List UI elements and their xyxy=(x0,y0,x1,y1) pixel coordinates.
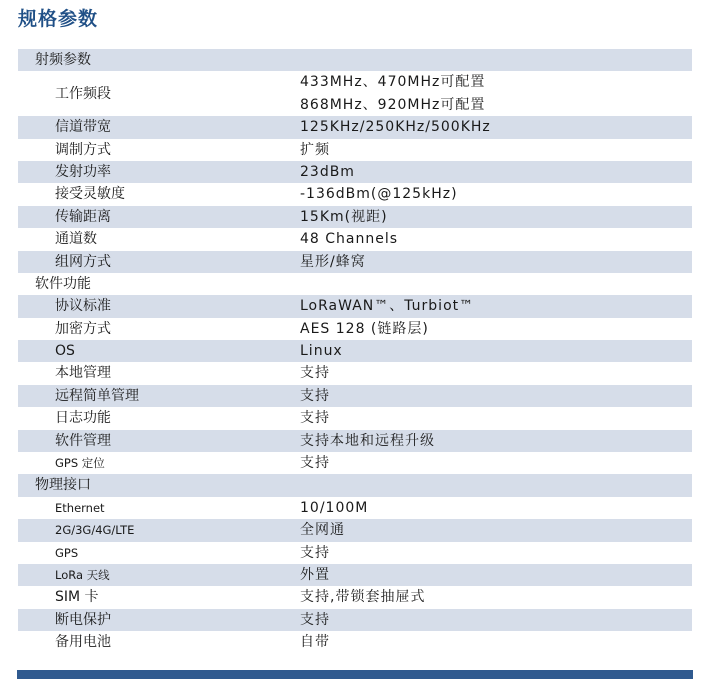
spec-value-line: -136dBm(@125kHz) xyxy=(300,186,458,203)
spec-value xyxy=(300,430,435,452)
spec-row xyxy=(18,71,692,116)
spec-row xyxy=(18,183,692,205)
spec-row xyxy=(18,340,692,362)
spec-value xyxy=(300,340,343,362)
spec-row xyxy=(18,139,692,161)
spec-row xyxy=(18,586,692,608)
spec-value xyxy=(300,564,330,586)
spec-value-line: 支持 xyxy=(300,410,330,427)
spec-value xyxy=(300,362,330,384)
spec-row xyxy=(18,564,692,586)
spec-label: 通道数 xyxy=(55,231,97,248)
spec-value xyxy=(300,251,366,273)
section-header xyxy=(18,49,692,71)
spec-label: 日志功能 xyxy=(55,410,111,427)
spec-value-line: 支持 xyxy=(300,544,330,561)
spec-row xyxy=(18,519,692,541)
spec-label: SIM 卡 xyxy=(55,589,99,606)
spec-value-line: LoRaWAN™、Turbiot™ xyxy=(300,298,475,315)
spec-value xyxy=(300,318,429,340)
spec-label: 远程简单管理 xyxy=(55,387,139,404)
spec-row xyxy=(18,251,692,273)
spec-value xyxy=(300,586,425,608)
spec-label: 传输距离 xyxy=(55,208,111,225)
spec-value-line: 433MHz、470MHz可配置 xyxy=(300,74,486,91)
spec-row xyxy=(18,452,692,474)
spec-label: 工作频段 xyxy=(55,85,111,102)
spec-value xyxy=(300,206,388,228)
spec-value-line: 支持 xyxy=(300,611,330,628)
spec-value-line: AES 128 (链路层) xyxy=(300,320,429,337)
spec-row xyxy=(18,609,692,631)
spec-value-line: 支持 xyxy=(300,387,330,404)
spec-row xyxy=(18,430,692,452)
spec-label: 组网方式 xyxy=(55,253,111,270)
spec-row xyxy=(18,362,692,384)
spec-row xyxy=(18,295,692,317)
spec-value-line: 星形/蜂窝 xyxy=(300,253,366,270)
spec-value-line: 扩频 xyxy=(300,141,330,158)
footer-bar xyxy=(17,670,693,679)
spec-value-line: 支持本地和远程升级 xyxy=(300,432,435,449)
spec-value xyxy=(300,452,330,474)
spec-value-line: 10/100M xyxy=(300,499,369,516)
spec-row xyxy=(18,161,692,183)
spec-value-line: 外置 xyxy=(300,567,330,583)
spec-label: GPS 定位 xyxy=(55,456,105,471)
spec-row xyxy=(18,407,692,429)
spec-value-line: 48 Channels xyxy=(300,231,399,248)
spec-row xyxy=(18,228,692,250)
spec-table xyxy=(18,49,692,654)
spec-row xyxy=(18,318,692,340)
spec-value-line: 全网通 xyxy=(300,522,345,539)
spec-value xyxy=(300,139,330,161)
spec-label: 发射功率 xyxy=(55,163,111,180)
spec-value xyxy=(300,295,474,317)
spec-label: 调制方式 xyxy=(55,141,111,158)
spec-value-line: 支持,带锁套抽屉式 xyxy=(300,589,426,606)
spec-value-line: 23dBm xyxy=(300,163,355,180)
spec-label: Ethernet xyxy=(55,500,105,515)
spec-label: 接受灵敏度 xyxy=(55,186,125,203)
section-title: 射频参数 xyxy=(35,52,91,68)
page-title: 规格参数 xyxy=(18,8,99,30)
spec-row xyxy=(18,542,692,564)
spec-value-line: 125KHz/250KHz/500KHz xyxy=(300,119,491,136)
spec-value xyxy=(300,161,355,183)
spec-label: 2G/3G/4G/LTE xyxy=(55,523,135,538)
spec-value-line: 支持 xyxy=(300,365,330,382)
spec-value xyxy=(300,519,345,541)
spec-value xyxy=(300,228,398,250)
spec-value xyxy=(300,542,330,564)
spec-value-line: 支持 xyxy=(300,455,330,472)
spec-row xyxy=(18,385,692,407)
section-title: 软件功能 xyxy=(35,275,91,292)
spec-label: 备用电池 xyxy=(55,634,111,651)
spec-value xyxy=(300,497,368,519)
spec-value xyxy=(300,609,330,631)
section-header xyxy=(18,474,692,496)
spec-value xyxy=(300,116,491,138)
spec-label: 软件管理 xyxy=(55,432,111,449)
spec-row xyxy=(18,206,692,228)
spec-value xyxy=(300,407,330,429)
section-title: 物理接口 xyxy=(35,477,91,494)
spec-label: 信道带宽 xyxy=(55,119,111,136)
spec-label: GPS xyxy=(55,545,79,560)
spec-label: LoRa 天线 xyxy=(55,568,110,582)
spec-row xyxy=(18,116,692,138)
spec-value-line: 868MHz、920MHz可配置 xyxy=(300,96,486,113)
spec-label: 加密方式 xyxy=(55,320,111,337)
spec-label: OS xyxy=(55,343,75,360)
spec-value-line: Linux xyxy=(300,343,343,360)
spec-row xyxy=(18,497,692,519)
spec-label: 协议标准 xyxy=(55,298,111,315)
spec-value-line: 自带 xyxy=(300,634,330,651)
section-header xyxy=(18,273,692,295)
spec-value xyxy=(300,183,458,205)
spec-label: 本地管理 xyxy=(55,365,111,382)
spec-row xyxy=(18,631,692,653)
spec-value xyxy=(300,631,330,653)
spec-label: 断电保护 xyxy=(55,611,111,628)
spec-value xyxy=(300,71,485,116)
spec-value-line: 15Km(视距) xyxy=(300,208,388,225)
spec-value xyxy=(300,385,330,407)
